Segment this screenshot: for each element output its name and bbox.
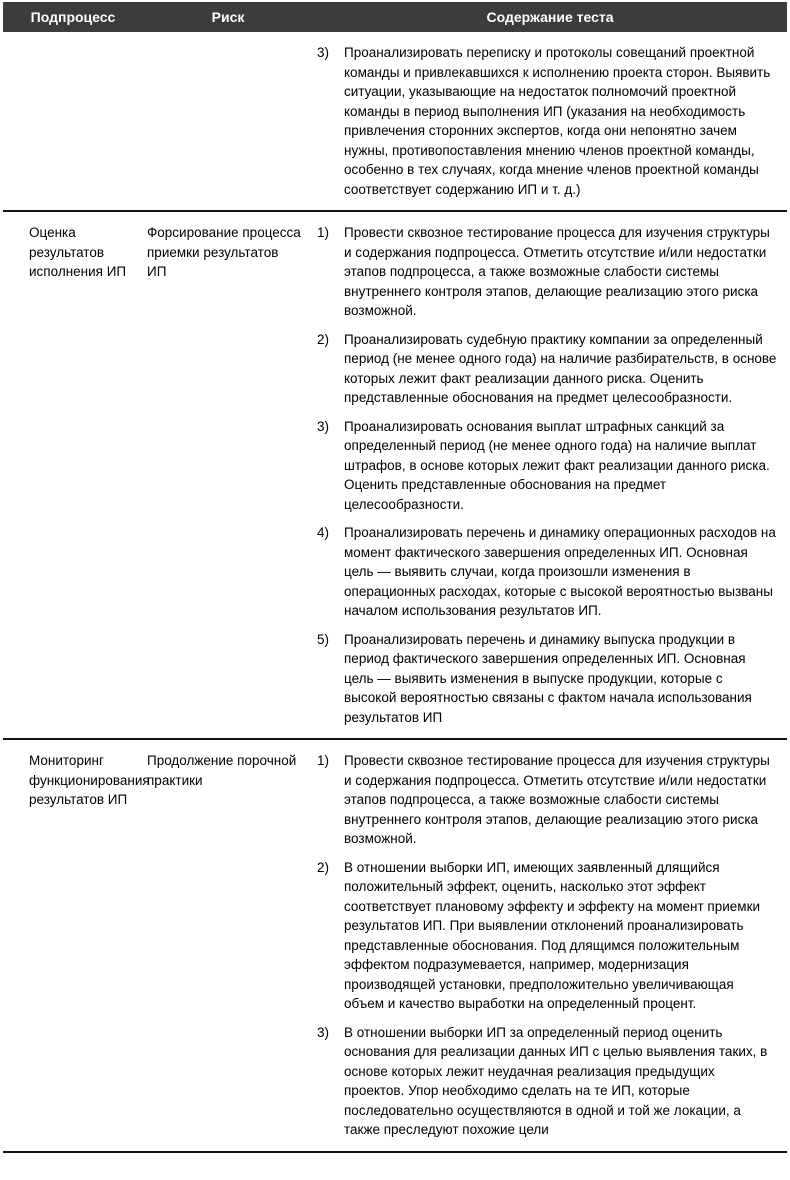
- test-item: [317, 630, 777, 728]
- test-text: Проанализировать судебную практику компании за определенный период (не менее одного года) на наличие разбирательств, в основе которых лежит факт реализации данного риска. Оценить представленные обоснования на предмет целесообразности.: [344, 331, 777, 405]
- test-text: В отношении выборки ИП за определенный период оценить основания для реализации данных ИП с целью выявления таких, в основе которых лежит неудачная реализация предыдущих проектов. Упор необходимо сделать на те ИП, которые последовательно осуществляются в одной и той же локации, а также преследуют похожие цели: [344, 1024, 768, 1137]
- table-row: [3, 739, 787, 1152]
- test-number: 2): [317, 859, 330, 875]
- test-text: Проанализировать перечень и динамику операционных расходов на момент фактического завершения определенных ИП. Основная цель — выявить случаи, когда произошли изменения в операционных расходах, которые с высокой вероятностью вызваны началом использования результатов ИП.: [344, 525, 776, 618]
- column-header-risk: Риск: [143, 2, 313, 32]
- table-row: [3, 211, 787, 739]
- test-item: [317, 330, 777, 408]
- test-text: В отношении выборки ИП, имеющих заявленный длящийся положительный эффект, оценить, насколько этот эффект соответствует плановому эффекту и эффекту на момент приемки результатов ИП. При выявлении отклонений проанализировать представленные обоснования. Под длящимся положительным эффектом подразумевается, например, модернизация производящей установки, предположительно увеличивающая объем и качество выработки на определенный процент.: [344, 859, 761, 1011]
- test-item: [317, 1023, 777, 1140]
- subprocess-cell: Мониторинг функционирования результатов ИП: [3, 739, 143, 1152]
- test-number: 1): [317, 225, 330, 240]
- test-text: Провести сквозное тестирование процесса для изучения структуры и содержания подпроцесса. Отметить отсутствие и/или недостатки этапов подпроцесса, а также возможные слабости системы внутреннего контроля этапов, делающие реализацию этого риска возможной.: [344, 225, 770, 318]
- test-item: [317, 523, 777, 621]
- risk-cell: [143, 32, 313, 211]
- tests-cell: [313, 739, 787, 1152]
- test-item: [317, 417, 777, 515]
- subprocess-cell: Оценка результатов исполнения ИП: [3, 211, 143, 739]
- test-number: 3): [317, 418, 330, 434]
- tests-cell: [313, 211, 787, 739]
- column-header-test-content: Содержание теста: [313, 2, 787, 32]
- test-number: 3): [317, 1024, 330, 1040]
- audit-test-table: [3, 2, 787, 1153]
- test-text: Проанализировать основания выплат штрафных санкций за определенный период (не менее одного года) на наличие выплат штрафов, в основе которых лежит факт реализации данного риска. Оценить представленные обоснования на предмет целесообразности.: [344, 418, 770, 512]
- test-text: Провести сквозное тестирование процесса для изучения структуры и содержания подпроцесса. Отметить отсутствие и/или недостатки этапов подпроцесса, а также возможные слабости системы внутреннего контроля этапов, делающие реализацию этого риска возможной.: [344, 753, 770, 846]
- test-number: 4): [317, 525, 330, 540]
- test-number: 5): [317, 631, 330, 647]
- test-item: [317, 43, 777, 199]
- header-row: [3, 2, 787, 32]
- risk-cell: Продолжение порочной практики: [143, 739, 313, 1152]
- test-item: [317, 858, 777, 1014]
- risk-cell: Форсирование процесса приемки результатов ИП: [143, 211, 313, 739]
- tests-cell: [313, 32, 787, 211]
- test-number: 2): [317, 331, 330, 347]
- test-text: Проанализировать переписку и протоколы совещаний проектной команды и привлекавшихся к исполнению проекта сторон. Выявить ситуации, указывающие на недостаток полномочий проектной команды в период выполнения ИП (указания на необходимость привлечения сторонних экспертов, когда они непонятно зачем нужны, противопоставления мнению членов проектной команды, особенно в тех случаях, когда мнение членов проектной команды соответствует содержанию ИП и т. д.): [344, 45, 771, 197]
- test-item: [317, 751, 777, 849]
- column-header-subprocess: Подпроцесс: [3, 2, 143, 32]
- test-item: [317, 223, 777, 321]
- test-text: Проанализировать перечень и динамику выпуска продукции в период фактического завершения определенных ИП. Основная цель — выявить изменения в выпуске продукции, которые с высокой вероятностью связаны с фактом начала использования результатов ИП: [344, 631, 752, 725]
- table-row: [3, 32, 787, 211]
- test-number: 3): [317, 45, 330, 60]
- subprocess-cell: [3, 32, 143, 211]
- test-number: 1): [317, 753, 330, 768]
